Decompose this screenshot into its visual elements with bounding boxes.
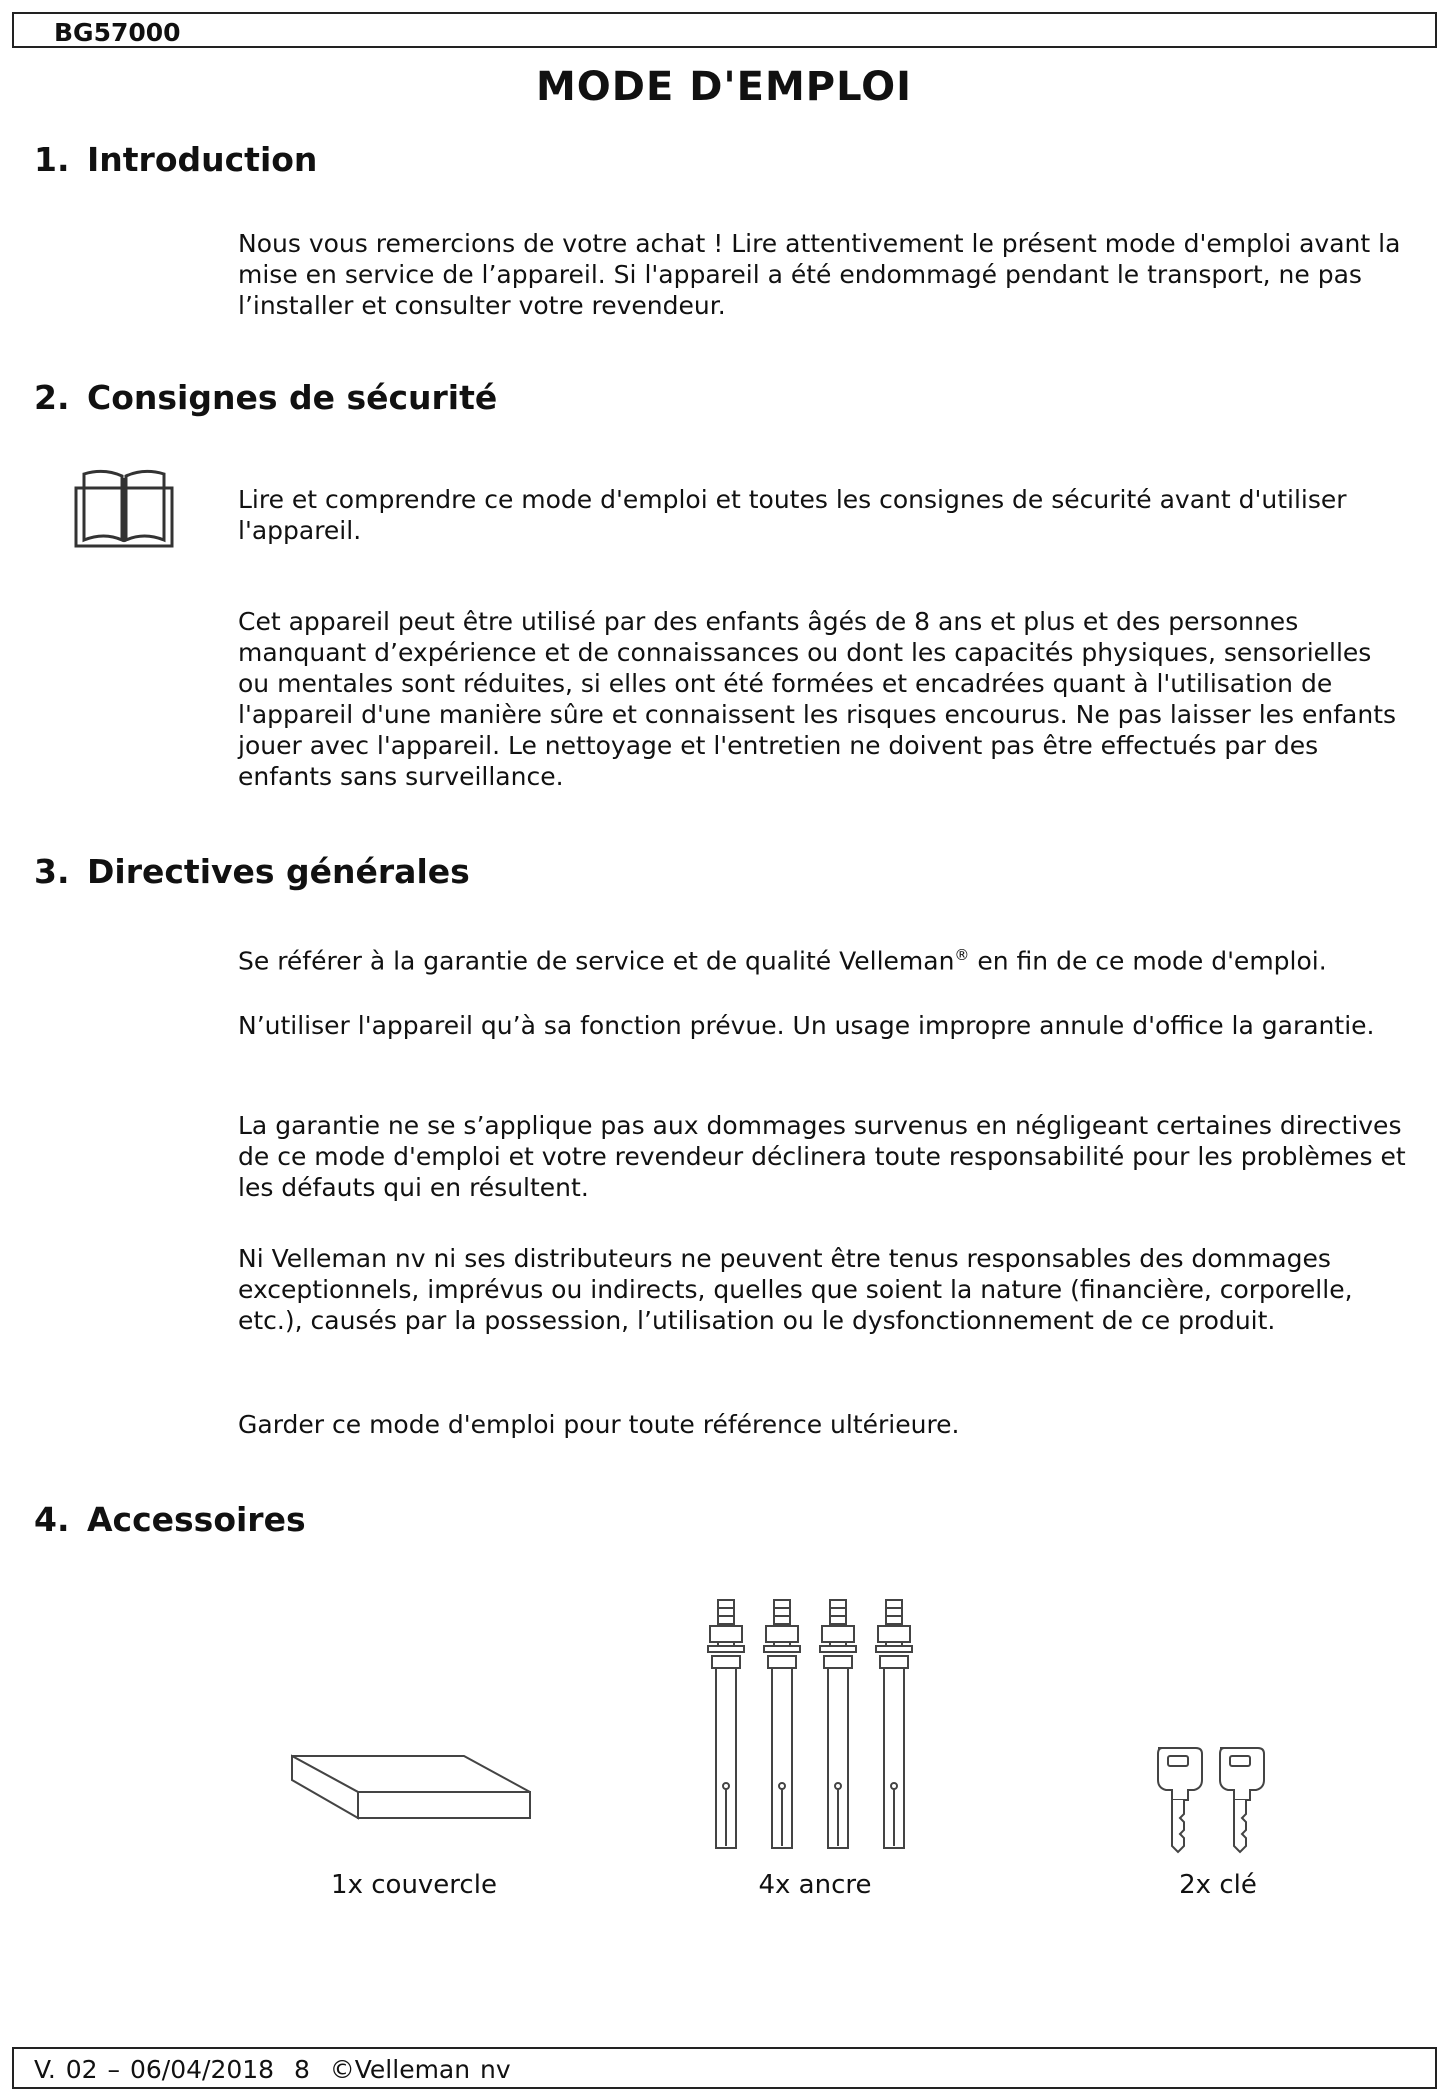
page-title: MODE D'EMPLOI [535, 64, 913, 110]
safety-paragraph-children: Cet appareil peut être utilisé par des enfants âgés de 8 ans et plus et des personnes manquant d’expérience et de connaissances ou dont les capacités physiques, sensorielles ou mentales sont réduites, si elles ont été formées et encadrées quant à l'utilisation de l'appareil d'une manière sûre et connaissent les risques encourus. Ne pas laisser les enfants jouer avec l'appareil. Le nettoyage et l'entretien ne doivent pas être effectués par des enfants sans surveillance. [238, 607, 1397, 791]
lid-icon [288, 1752, 534, 1830]
accessory-label-lid: 1x couvercle [331, 1870, 497, 1900]
general-paragraph-intended-use: N’utiliser l'appareil qu’à sa fonction prévue. Un usage impropre annule d'office la garantie. [238, 1011, 1375, 1040]
header-box [12, 12, 1437, 48]
footer [12, 2047, 1437, 2089]
section-heading-general: 3. Directives générales [34, 852, 470, 891]
key-icon [1152, 1744, 1278, 1854]
section-heading-safety: 2. Consignes de sécurité [34, 378, 498, 417]
read-manual-icon [74, 468, 174, 548]
section-heading-introduction: 1. Introduction [34, 140, 318, 179]
model-number: BG57000 [54, 18, 181, 47]
section-heading-accessories: 4. Accessoires [34, 1500, 306, 1539]
accessory-label-key: 2x clé [1179, 1870, 1257, 1900]
accessory-label-anchor: 4x ancre [758, 1870, 872, 1900]
safety-paragraph-read-manual: Lire et comprendre ce mode d'emploi et toutes les consignes de sécurité avant d'utiliser l'appareil. [238, 485, 1347, 545]
general-paragraph-neglect: La garantie ne se s’applique pas aux dommages survenus en négligeant certaines directives de ce mode d'emploi et votre revendeur déclinera toute responsabilité pour les problèmes et les défauts qui en résultent. [238, 1111, 1406, 1202]
general-paragraph-liability: Ni Velleman nv ni ses distributeurs ne peuvent être tenus responsables des dommages exceptionnels, imprévus ou indirects, quelles que soient la nature (financière, corporelle, etc.), causés par la possession, l’utilisation ou le dysfonctionnement de ce produit. [238, 1244, 1353, 1335]
footer-text: V. 02 – 06/04/2018 8 ©Velleman nv [34, 2055, 511, 2084]
intro-paragraph: Nous vous remercions de votre achat ! Lire attentivement le présent mode d'emploi avant la mise en service de l’appareil. Si l'appareil a été endommagé pendant le transport, ne pas l’installer et consulter votre revendeur. [238, 229, 1401, 320]
general-paragraph-warranty: Se référer à la garantie de service et de qualité Velleman® en fin de ce mode d'emploi. [238, 946, 1327, 976]
anchor-bolt-icon [700, 1596, 930, 1856]
general-paragraph-keep-manual: Garder ce mode d'emploi pour toute référence ultérieure. [238, 1410, 960, 1439]
